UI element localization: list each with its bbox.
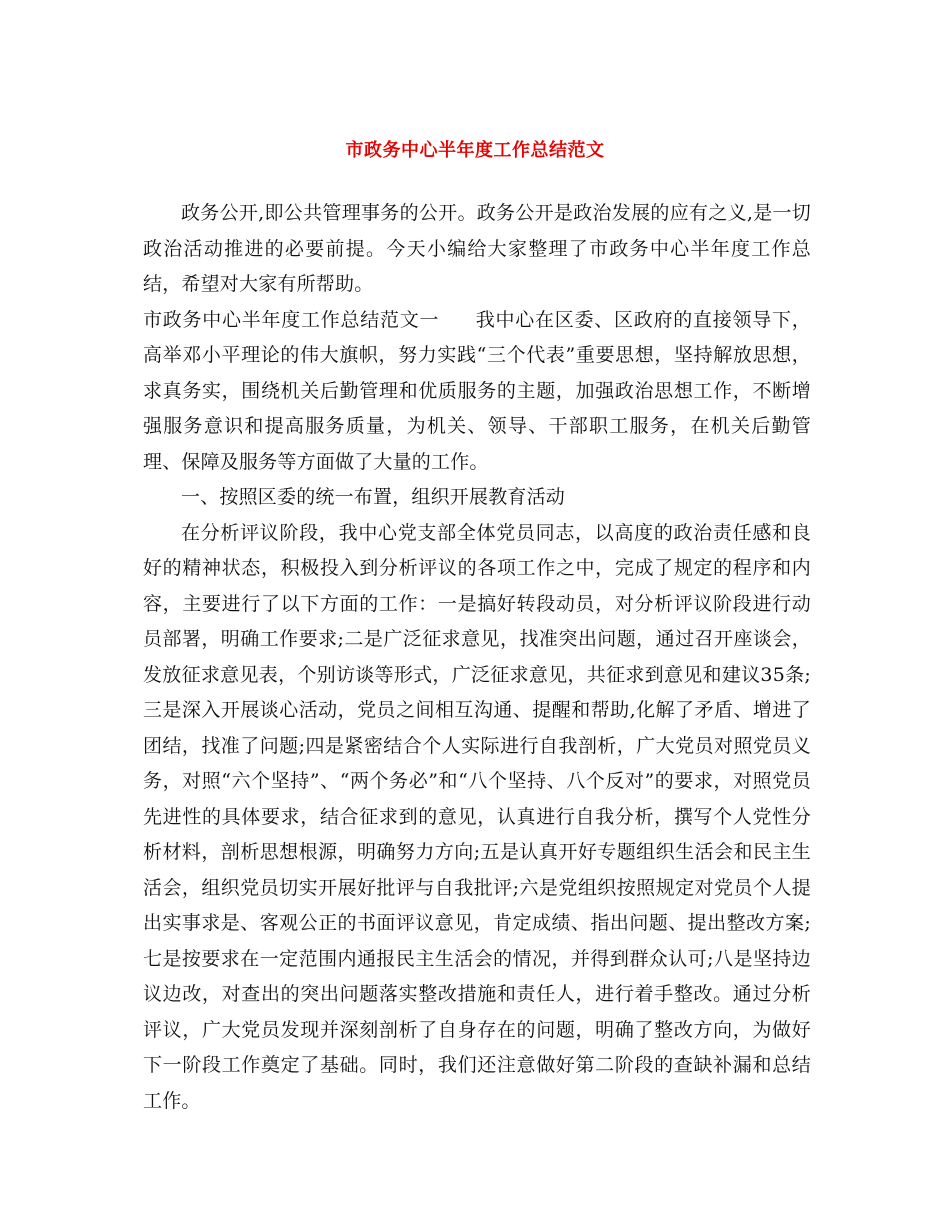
section-text: 我中心在区委、区政府的直接领导下，高举邓小平理论的伟大旗帜，努力实践“三个代表”重要思想，坚持解放思想，求真务实，围绕机关后勤管理和优质服务的主题，加强政治思想工作，不断增强服务意识和提高服务质量，为机关、领导、干部职工服务，在机关后勤管理、保障及服务等方面做了大量的工作。 bbox=[143, 308, 811, 473]
heading-one: 一、按照区委的统一布置，组织开展教育活动 bbox=[181, 486, 566, 508]
section-label: 市政务中心半年度工作总结范文一 bbox=[143, 308, 440, 331]
intro-paragraph: 政务公开,即公共管理事务的公开。政务公开是政治发展的应有之义,是一切政治活动推进的必要前提。今天小编给大家整理了市政务中心半年度工作总结，希望对大家有所帮助。 bbox=[143, 202, 811, 295]
document-body bbox=[143, 196, 811, 1119]
section-paragraph bbox=[143, 303, 811, 481]
body-paragraph: 在分析评议阶段，我中心党支部全体党员同志，以高度的政治责任感和良好的精神状态，积极投入到分析评议的各项工作之中，完成了规定的程序和内容，主要进行了以下方面的工作：一是搞好转段动员，对分析评议阶段进行动员部署，明确工作要求;二是广泛征求意见，找准突出问题，通过召开座谈会，发放征求意见表，个别访谈等形式，广泛征求意见，共征求到意见和建议35条;三是深入开展谈心活动，党员之间相互沟通、提醒和帮助,化解了矛盾、增进了团结，找准了问题;四是紧密结合个人实际进行自我剖析，广大党员对照党员义务，对照“六个坚持”、“两个务必”和“八个坚持、八个反对”的要求，对照党员先进性的具体要求，结合征求到的意见，认真进行自我分析，撰写个人党性分析材料，剖析思想根源，明确努力方向;五是认真开好专题组织生活会和民主生活会，组织党员切实开展好批评与自我批评;六是党组织按照规定对党员个人提出实事求是、客观公正的书面评议意见，肯定成绩、指出问题、提出整改方案;七是按要求在一定范围内通报民主生活会的情况，并得到群众认可;八是坚持边议边改，对查出的突出问题落实整改措施和责任人，进行着手整改。通过分析评议，广大党员发现并深刻剖析了自身存在的问题，明确了整改方向，为做好下一阶段工作奠定了基础。同时，我们还注意做好第二阶段的查缺补漏和总结工作。 bbox=[143, 521, 811, 1112]
document-title: 市政务中心半年度工作总结范文 bbox=[345, 140, 605, 161]
